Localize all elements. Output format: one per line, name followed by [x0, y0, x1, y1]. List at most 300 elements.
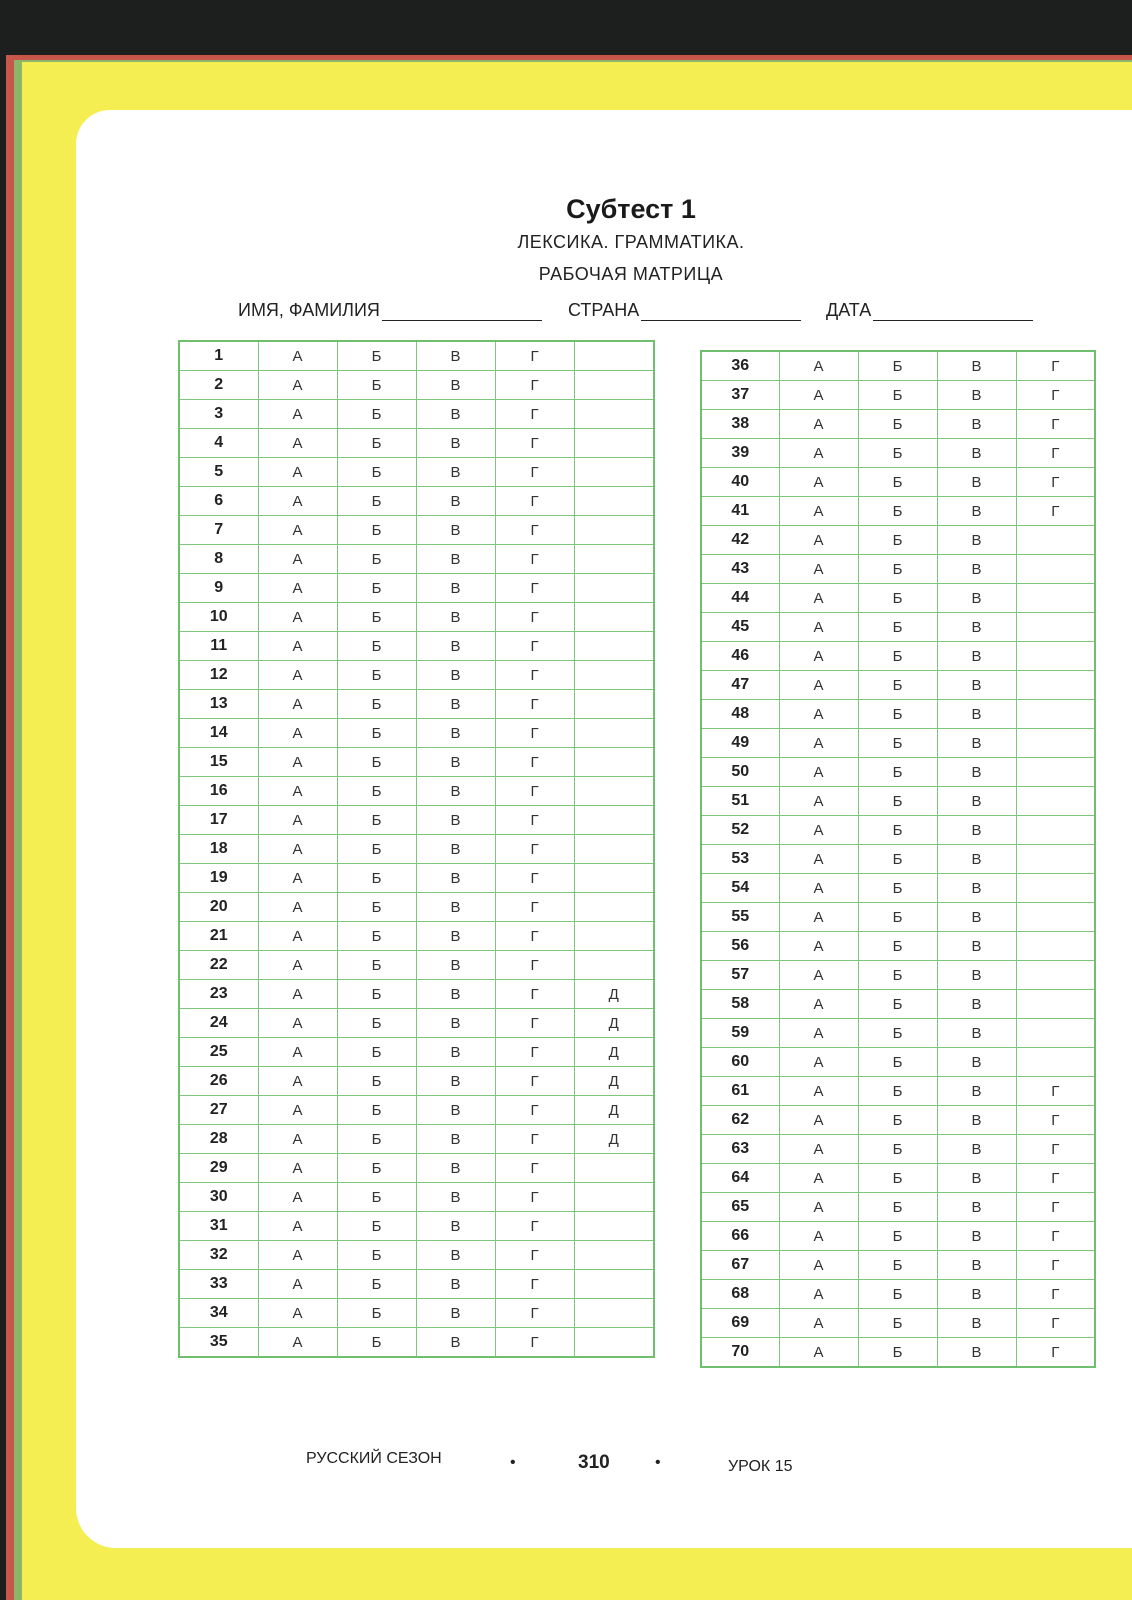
question-number: 39 [701, 439, 779, 468]
answer-option[interactable]: Д [574, 1067, 654, 1096]
answer-option[interactable]: А [779, 351, 858, 381]
answer-option[interactable]: А [779, 758, 858, 787]
answer-option[interactable]: В [937, 990, 1016, 1019]
answer-option[interactable]: Б [337, 371, 416, 400]
answer-option[interactable]: А [258, 632, 337, 661]
answer-option[interactable]: А [258, 1038, 337, 1067]
answer-option[interactable]: Б [858, 961, 937, 990]
name-input-line[interactable] [382, 300, 542, 321]
answer-option[interactable]: Б [858, 1164, 937, 1193]
question-number: 58 [701, 990, 779, 1019]
answer-option[interactable]: Б [858, 845, 937, 874]
question-number: 50 [701, 758, 779, 787]
answer-option[interactable]: Б [858, 787, 937, 816]
answer-option[interactable]: Г [495, 632, 574, 661]
footer-separator: • [510, 1454, 516, 1471]
answer-option[interactable]: А [779, 845, 858, 874]
answer-option[interactable]: Б [858, 758, 937, 787]
answer-option[interactable]: Б [858, 351, 937, 381]
answer-option[interactable]: Б [337, 341, 416, 371]
answer-option[interactable]: Б [337, 1154, 416, 1183]
answer-option[interactable]: А [258, 371, 337, 400]
answer-option[interactable]: А [779, 1222, 858, 1251]
empty-cell [574, 806, 654, 835]
answer-option[interactable]: Б [858, 1280, 937, 1309]
answer-option[interactable]: Б [858, 584, 937, 613]
answer-option[interactable]: В [416, 458, 495, 487]
answer-option[interactable]: А [258, 980, 337, 1009]
answer-option[interactable]: В [937, 671, 1016, 700]
answer-option[interactable]: Б [858, 816, 937, 845]
answer-option[interactable]: А [258, 487, 337, 516]
answer-option[interactable]: Б [337, 1183, 416, 1212]
answer-option[interactable]: А [779, 1048, 858, 1077]
answer-option[interactable]: Г [495, 1125, 574, 1154]
answer-option[interactable]: Б [858, 729, 937, 758]
answer-option[interactable]: А [779, 874, 858, 903]
answer-option[interactable]: А [258, 1328, 337, 1358]
answer-option[interactable]: Г [495, 951, 574, 980]
answer-option[interactable]: А [258, 719, 337, 748]
answer-option[interactable]: В [416, 1125, 495, 1154]
answer-option[interactable]: Б [337, 806, 416, 835]
answer-option[interactable]: В [937, 1251, 1016, 1280]
answer-option[interactable]: А [779, 671, 858, 700]
answer-option[interactable]: В [937, 700, 1016, 729]
answer-option[interactable]: В [937, 613, 1016, 642]
answer-option[interactable]: Г [495, 1009, 574, 1038]
question-number: 25 [179, 1038, 258, 1067]
matrix-row [701, 1280, 1095, 1309]
answer-option[interactable]: Б [337, 690, 416, 719]
answer-option[interactable]: Б [337, 777, 416, 806]
answer-option[interactable]: Г [495, 516, 574, 545]
matrix-row [701, 1135, 1095, 1164]
answer-option[interactable]: В [416, 690, 495, 719]
answer-option[interactable]: А [258, 864, 337, 893]
answer-option[interactable]: В [937, 410, 1016, 439]
question-number: 65 [701, 1193, 779, 1222]
answer-option[interactable]: А [258, 1212, 337, 1241]
answer-option[interactable]: В [416, 1299, 495, 1328]
answer-option[interactable]: А [258, 661, 337, 690]
answer-option[interactable]: Г [495, 603, 574, 632]
answer-option[interactable]: В [416, 1067, 495, 1096]
answer-option[interactable]: Б [858, 1338, 937, 1368]
answer-option[interactable]: В [416, 429, 495, 458]
answer-option[interactable]: Б [858, 1193, 937, 1222]
answer-option[interactable]: А [258, 690, 337, 719]
answer-option[interactable]: В [416, 893, 495, 922]
answer-option[interactable]: Г [495, 1183, 574, 1212]
answer-option[interactable]: В [937, 642, 1016, 671]
answer-option[interactable]: В [416, 777, 495, 806]
answer-option[interactable]: Б [858, 1135, 937, 1164]
answer-option[interactable]: Б [337, 1299, 416, 1328]
answer-option[interactable]: А [779, 1106, 858, 1135]
answer-option[interactable]: А [779, 816, 858, 845]
answer-option[interactable]: Б [337, 400, 416, 429]
answer-option[interactable]: А [258, 777, 337, 806]
answer-option[interactable]: Б [858, 990, 937, 1019]
answer-option[interactable]: В [416, 1183, 495, 1212]
answer-option[interactable]: А [779, 526, 858, 555]
answer-option[interactable]: В [416, 951, 495, 980]
answer-option[interactable]: Г [1016, 1309, 1095, 1338]
answer-option[interactable]: Г [495, 1038, 574, 1067]
answer-option[interactable]: Г [495, 980, 574, 1009]
answer-option[interactable]: А [258, 1125, 337, 1154]
answer-option[interactable]: В [416, 661, 495, 690]
answer-option[interactable]: Б [858, 1106, 937, 1135]
question-number: 38 [701, 410, 779, 439]
answer-option[interactable]: Г [495, 1212, 574, 1241]
answer-option[interactable]: Б [858, 410, 937, 439]
answer-option[interactable]: Г [1016, 1222, 1095, 1251]
answer-option[interactable]: Б [337, 980, 416, 1009]
answer-option[interactable]: А [258, 951, 337, 980]
answer-option[interactable]: Г [495, 1241, 574, 1270]
answer-option[interactable]: Б [337, 603, 416, 632]
answer-option[interactable]: А [779, 1338, 858, 1368]
answer-option[interactable]: В [416, 922, 495, 951]
answer-option[interactable]: Б [858, 1048, 937, 1077]
answer-option[interactable]: А [258, 893, 337, 922]
answer-option[interactable]: Г [1016, 497, 1095, 526]
answer-option[interactable]: В [416, 574, 495, 603]
answer-option[interactable]: Г [495, 1067, 574, 1096]
answer-option[interactable]: Б [337, 1125, 416, 1154]
answer-option[interactable]: Б [858, 671, 937, 700]
answer-option[interactable]: Г [1016, 1193, 1095, 1222]
answer-option[interactable]: А [779, 642, 858, 671]
answer-option[interactable]: Г [495, 574, 574, 603]
answer-option[interactable]: В [937, 439, 1016, 468]
answer-option[interactable]: Б [337, 487, 416, 516]
answer-option[interactable]: В [937, 584, 1016, 613]
answer-option[interactable]: А [258, 806, 337, 835]
answer-option[interactable]: А [258, 835, 337, 864]
answer-option[interactable]: Б [337, 1096, 416, 1125]
answer-option[interactable]: А [258, 748, 337, 777]
answer-option[interactable]: В [937, 381, 1016, 410]
empty-cell [574, 516, 654, 545]
answer-option[interactable]: Б [337, 1328, 416, 1358]
page-subtitle-section: ЛЕКСИКА. ГРАММАТИКА. [517, 232, 745, 252]
answer-option[interactable]: В [937, 758, 1016, 787]
answer-option[interactable]: В [416, 719, 495, 748]
answer-option[interactable]: В [937, 1222, 1016, 1251]
answer-option[interactable]: Б [337, 835, 416, 864]
answer-option[interactable]: Б [858, 1309, 937, 1338]
answer-option[interactable]: Б [337, 1212, 416, 1241]
answer-option[interactable]: А [779, 381, 858, 410]
answer-option[interactable]: Г [1016, 468, 1095, 497]
answer-option[interactable]: А [779, 613, 858, 642]
answer-option[interactable]: Г [495, 1328, 574, 1358]
answer-option[interactable]: Г [1016, 1280, 1095, 1309]
matrix-row [701, 990, 1095, 1019]
answer-option[interactable]: Б [858, 497, 937, 526]
answer-option[interactable]: Б [337, 458, 416, 487]
answer-option[interactable]: Г [495, 1299, 574, 1328]
answer-option[interactable]: Г [495, 400, 574, 429]
matrix-row [701, 1019, 1095, 1048]
answer-option[interactable]: А [258, 1241, 337, 1270]
empty-cell [574, 661, 654, 690]
answer-option[interactable]: А [779, 1019, 858, 1048]
matrix-row [179, 632, 654, 661]
answer-option[interactable]: В [416, 341, 495, 371]
answer-option[interactable]: Б [858, 381, 937, 410]
answer-option[interactable]: А [779, 1280, 858, 1309]
answer-option[interactable]: Б [337, 574, 416, 603]
answer-option[interactable]: Г [495, 371, 574, 400]
answer-option[interactable]: Г [495, 487, 574, 516]
answer-option[interactable]: В [937, 1019, 1016, 1048]
answer-option[interactable]: В [937, 497, 1016, 526]
answer-option[interactable]: В [937, 468, 1016, 497]
answer-option[interactable]: В [937, 1309, 1016, 1338]
answer-option[interactable]: А [258, 1154, 337, 1183]
answer-option[interactable]: Г [495, 429, 574, 458]
answer-option[interactable]: В [937, 1106, 1016, 1135]
answer-option[interactable]: А [258, 1067, 337, 1096]
answer-option[interactable]: В [416, 371, 495, 400]
answer-option[interactable]: Б [337, 893, 416, 922]
answer-option[interactable]: Б [858, 642, 937, 671]
answer-option[interactable]: В [937, 1280, 1016, 1309]
answer-option[interactable]: А [258, 1183, 337, 1212]
answer-option[interactable]: В [416, 1270, 495, 1299]
answer-option[interactable]: Б [858, 874, 937, 903]
answer-option[interactable]: Б [337, 661, 416, 690]
answer-option[interactable]: Г [1016, 1077, 1095, 1106]
matrix-row [179, 341, 654, 371]
answer-option[interactable]: А [779, 584, 858, 613]
answer-option[interactable]: А [258, 516, 337, 545]
answer-option[interactable]: Б [337, 516, 416, 545]
answer-option[interactable]: Б [858, 1251, 937, 1280]
answer-option[interactable]: В [416, 516, 495, 545]
answer-option[interactable]: Г [1016, 410, 1095, 439]
empty-cell [574, 1212, 654, 1241]
answer-option[interactable]: Г [1016, 1164, 1095, 1193]
answer-option[interactable]: Б [337, 545, 416, 574]
answer-option[interactable]: В [937, 787, 1016, 816]
answer-option[interactable]: Б [337, 1067, 416, 1096]
answer-option[interactable]: В [416, 806, 495, 835]
answer-option[interactable]: Г [495, 893, 574, 922]
answer-option[interactable]: В [416, 1038, 495, 1067]
answer-option[interactable]: Г [1016, 351, 1095, 381]
answer-option[interactable]: В [416, 748, 495, 777]
answer-option[interactable]: В [937, 961, 1016, 990]
answer-option[interactable]: А [258, 400, 337, 429]
empty-cell [574, 922, 654, 951]
answer-option[interactable]: А [258, 341, 337, 371]
answer-option[interactable]: Г [495, 719, 574, 748]
answer-option[interactable]: А [258, 1009, 337, 1038]
answer-option[interactable]: В [416, 864, 495, 893]
answer-option[interactable]: А [779, 1077, 858, 1106]
answer-option[interactable]: В [937, 1135, 1016, 1164]
answer-option[interactable]: Г [495, 1270, 574, 1299]
answer-option[interactable]: А [779, 729, 858, 758]
answer-option[interactable]: Г [495, 922, 574, 951]
answer-option[interactable]: Г [1016, 381, 1095, 410]
answer-option[interactable]: В [937, 526, 1016, 555]
answer-option[interactable]: А [779, 1135, 858, 1164]
answer-option[interactable]: Г [495, 341, 574, 371]
answer-option[interactable]: В [416, 1009, 495, 1038]
answer-option[interactable]: В [937, 1048, 1016, 1077]
answer-option[interactable]: В [937, 845, 1016, 874]
answer-option[interactable]: Б [858, 526, 937, 555]
matrix-row [701, 526, 1095, 555]
answer-option[interactable]: Г [495, 1096, 574, 1125]
answer-option[interactable]: Б [337, 864, 416, 893]
answer-option[interactable]: В [416, 1328, 495, 1358]
matrix-row [701, 1222, 1095, 1251]
answer-option[interactable]: Г [495, 777, 574, 806]
answer-option[interactable]: А [258, 922, 337, 951]
answer-option[interactable]: А [258, 1096, 337, 1125]
answer-option[interactable]: В [937, 1338, 1016, 1368]
answer-option[interactable]: Б [337, 951, 416, 980]
answer-option[interactable]: В [937, 903, 1016, 932]
answer-option[interactable]: А [258, 545, 337, 574]
answer-option[interactable]: Б [337, 632, 416, 661]
answer-option[interactable]: Б [858, 439, 937, 468]
answer-option[interactable]: Б [858, 1077, 937, 1106]
country-input-line[interactable] [641, 300, 801, 321]
answer-option[interactable]: Г [495, 458, 574, 487]
answer-option[interactable]: А [779, 410, 858, 439]
answer-matrix-right [700, 350, 1096, 1368]
answer-option[interactable]: В [937, 874, 1016, 903]
answer-option[interactable]: Б [337, 1009, 416, 1038]
date-input-line[interactable] [873, 300, 1033, 321]
answer-option[interactable]: А [779, 555, 858, 584]
question-number: 61 [701, 1077, 779, 1106]
answer-option[interactable]: В [416, 1241, 495, 1270]
answer-option[interactable]: А [258, 429, 337, 458]
answer-option[interactable]: А [779, 990, 858, 1019]
answer-option[interactable]: Б [858, 1019, 937, 1048]
answer-option[interactable]: Б [337, 922, 416, 951]
answer-option[interactable]: Г [1016, 1251, 1095, 1280]
answer-option[interactable]: Б [858, 613, 937, 642]
question-number: 13 [179, 690, 258, 719]
answer-option[interactable]: Б [337, 1241, 416, 1270]
answer-option[interactable]: А [779, 700, 858, 729]
answer-option[interactable]: Д [574, 1125, 654, 1154]
answer-option[interactable]: А [258, 1299, 337, 1328]
answer-option[interactable]: В [416, 545, 495, 574]
question-number: 30 [179, 1183, 258, 1212]
question-number: 17 [179, 806, 258, 835]
answer-option[interactable]: А [779, 787, 858, 816]
answer-option[interactable]: Г [495, 1154, 574, 1183]
answer-option[interactable]: Б [858, 468, 937, 497]
answer-option[interactable]: А [779, 961, 858, 990]
answer-option[interactable]: А [779, 1309, 858, 1338]
answer-option[interactable]: В [416, 980, 495, 1009]
answer-option[interactable]: В [416, 1154, 495, 1183]
answer-option[interactable]: В [937, 816, 1016, 845]
answer-option[interactable]: Д [574, 980, 654, 1009]
answer-option[interactable]: В [937, 1164, 1016, 1193]
answer-option[interactable]: А [779, 439, 858, 468]
answer-option[interactable]: В [416, 603, 495, 632]
answer-option[interactable]: А [258, 1270, 337, 1299]
answer-option[interactable]: Б [337, 1038, 416, 1067]
answer-option[interactable]: В [416, 632, 495, 661]
answer-option[interactable]: А [779, 1164, 858, 1193]
answer-option[interactable]: Г [495, 661, 574, 690]
answer-option[interactable]: В [937, 351, 1016, 381]
answer-option[interactable]: Б [337, 719, 416, 748]
answer-option[interactable]: В [937, 932, 1016, 961]
answer-option[interactable]: Б [858, 555, 937, 584]
answer-option[interactable]: Г [495, 864, 574, 893]
answer-option[interactable]: Г [495, 806, 574, 835]
answer-option[interactable]: Б [337, 748, 416, 777]
answer-option[interactable]: В [416, 487, 495, 516]
empty-cell [1016, 816, 1095, 845]
answer-option[interactable]: Б [337, 1270, 416, 1299]
answer-option[interactable]: В [416, 400, 495, 429]
answer-option[interactable]: Б [858, 932, 937, 961]
answer-option[interactable]: А [779, 903, 858, 932]
answer-option[interactable]: Г [1016, 1135, 1095, 1164]
answer-option[interactable]: В [416, 1096, 495, 1125]
answer-option[interactable]: А [258, 458, 337, 487]
answer-option[interactable]: Б [858, 903, 937, 932]
answer-option[interactable]: В [937, 555, 1016, 584]
answer-option[interactable]: Г [495, 835, 574, 864]
matrix-row [179, 1096, 654, 1125]
answer-option[interactable]: Д [574, 1009, 654, 1038]
answer-option[interactable]: Г [495, 690, 574, 719]
answer-option[interactable]: Б [858, 700, 937, 729]
answer-option[interactable]: А [779, 497, 858, 526]
answer-option[interactable]: А [779, 932, 858, 961]
answer-option[interactable]: А [779, 468, 858, 497]
answer-option[interactable]: Б [337, 429, 416, 458]
answer-option[interactable]: А [779, 1251, 858, 1280]
answer-option[interactable]: Г [495, 748, 574, 777]
answer-option[interactable]: В [937, 729, 1016, 758]
question-number: 48 [701, 700, 779, 729]
answer-option[interactable]: В [416, 1212, 495, 1241]
answer-option[interactable]: В [416, 835, 495, 864]
answer-option[interactable]: Г [495, 545, 574, 574]
answer-option[interactable]: Б [858, 1222, 937, 1251]
answer-option[interactable]: Г [1016, 1106, 1095, 1135]
answer-option[interactable]: А [258, 574, 337, 603]
answer-option[interactable]: Г [1016, 1338, 1095, 1368]
answer-option[interactable]: А [258, 603, 337, 632]
question-number: 44 [701, 584, 779, 613]
answer-option[interactable]: В [937, 1077, 1016, 1106]
answer-option[interactable]: Д [574, 1096, 654, 1125]
answer-option[interactable]: В [937, 1193, 1016, 1222]
answer-option[interactable]: Д [574, 1038, 654, 1067]
answer-option[interactable]: А [779, 1193, 858, 1222]
answer-option[interactable]: Г [1016, 439, 1095, 468]
